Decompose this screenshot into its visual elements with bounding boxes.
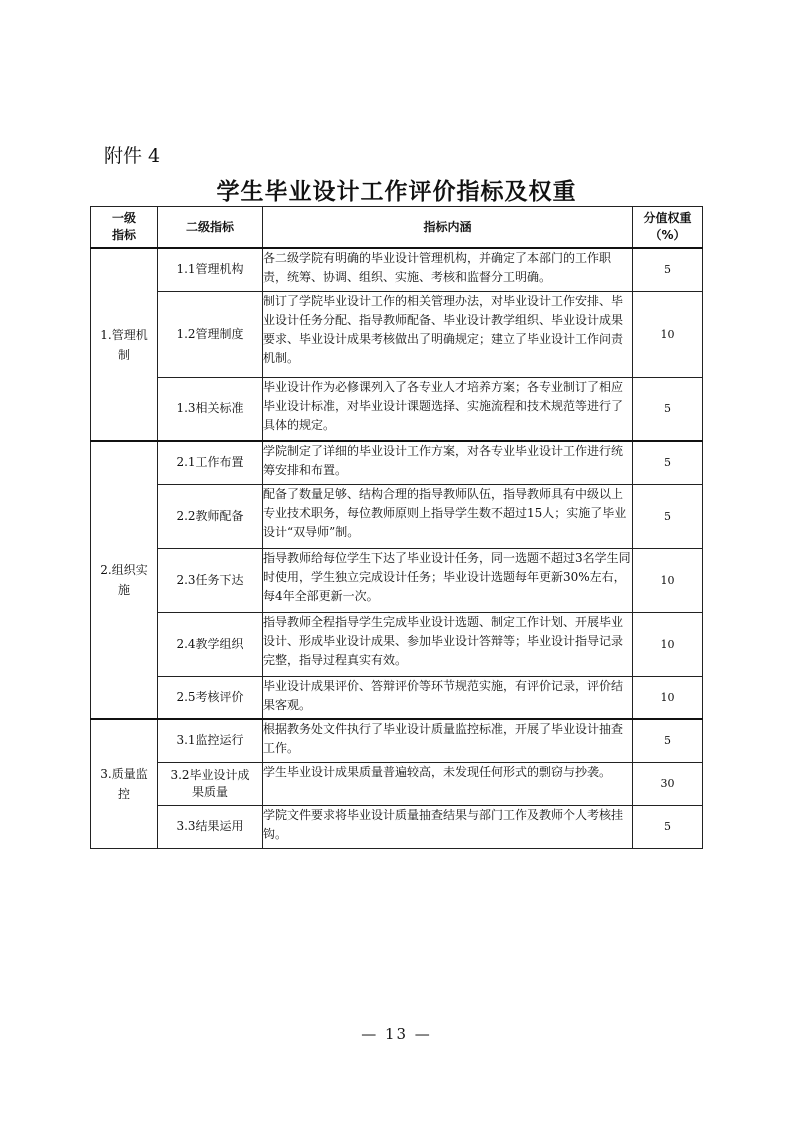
weight-cell: 10 — [633, 612, 703, 676]
table-row — [91, 441, 703, 484]
document-title: 学生毕业设计工作评价指标及权重 — [216, 178, 577, 205]
indicator-content-cell: 学生毕业设计成果质量普遍较高，未发现任何形式的剽窃与抄袭。 — [263, 762, 633, 805]
level2-indicator-cell: 1.2管理制度 — [158, 291, 263, 377]
table-row — [91, 377, 703, 441]
level2-indicator-cell: 3.1监控运行 — [158, 719, 263, 762]
table-row — [91, 719, 703, 762]
header-level1: 一级 指标 — [91, 207, 158, 249]
weight-cell: 5 — [633, 805, 703, 848]
weight-cell: 30 — [633, 762, 703, 805]
table-row — [91, 291, 703, 377]
table-row — [91, 762, 703, 805]
table-row — [91, 676, 703, 719]
level2-indicator-cell: 3.2毕业设计成 果质量 — [158, 762, 263, 805]
indicator-content-cell: 毕业设计成果评价、答辩评价等环节规范实施，有评价记录，评价结果客观。 — [263, 676, 633, 719]
indicator-content-cell: 学院制定了详细的毕业设计工作方案，对各专业毕业设计工作进行统筹安排和布置。 — [263, 441, 633, 484]
table-header-row — [91, 207, 703, 249]
level2-indicator-cell: 1.3相关标准 — [158, 377, 263, 441]
level2-indicator-cell: 2.5考核评价 — [158, 676, 263, 719]
indicator-content-cell: 各二级学院有明确的毕业设计管理机构，并确定了本部门的工作职责，统筹、协调、组织、实施、考核和监督分工明确。 — [263, 248, 633, 291]
indicator-content-cell: 制订了学院毕业设计工作的相关管理办法，对毕业设计工作安排、毕业设计任务分配、指导教师配备、毕业设计教学组织、毕业设计成果要求、毕业设计成果考核做出了明确规定；建立了毕业设计工作问责机制。 — [263, 291, 633, 377]
table-row — [91, 484, 703, 548]
level2-indicator-cell: 1.1管理机构 — [158, 248, 263, 291]
indicator-content-cell: 毕业设计作为必修课列入了各专业人才培养方案；各专业制订了相应毕业设计标准，对毕业设计课题选择、实施流程和技术规范等进行了具体的规定。 — [263, 377, 633, 441]
header-level2: 二级指标 — [158, 207, 263, 249]
indicator-content-cell: 学院文件要求将毕业设计质量抽查结果与部门工作及教师个人考核挂钩。 — [263, 805, 633, 848]
weight-cell: 10 — [633, 548, 703, 612]
table-row — [91, 805, 703, 848]
level2-indicator-cell: 2.4教学组织 — [158, 612, 263, 676]
table-row — [91, 548, 703, 612]
indicator-content-cell: 指导教师给每位学生下达了毕业设计任务，同一选题不超过3名学生同时使用，学生独立完成设计任务；毕业设计选题每年更新30%左右，每4年全部更新一次。 — [263, 548, 633, 612]
weight-cell: 5 — [633, 719, 703, 762]
header-weight: 分值权重 （%） — [633, 207, 703, 249]
level1-indicator-cell: 3.质量监 控 — [91, 719, 158, 848]
weight-cell: 5 — [633, 441, 703, 484]
level1-indicator-cell: 2.组织实 施 — [91, 441, 158, 719]
weight-cell: 10 — [633, 291, 703, 377]
level1-indicator-cell: 1.管理机 制 — [91, 248, 158, 441]
weight-cell: 5 — [633, 484, 703, 548]
page-number: — 13 — — [361, 1025, 432, 1043]
header-content: 指标内涵 — [263, 207, 633, 249]
weight-cell: 10 — [633, 676, 703, 719]
weight-cell: 5 — [633, 377, 703, 441]
evaluation-table — [90, 206, 703, 849]
indicator-content-cell: 指导教师全程指导学生完成毕业设计选题、制定工作计划、开展毕业设计、形成毕业设计成果、参加毕业设计答辩等；毕业设计指导记录完整，指导过程真实有效。 — [263, 612, 633, 676]
table-body — [91, 248, 703, 848]
table-row — [91, 612, 703, 676]
level2-indicator-cell: 3.3结果运用 — [158, 805, 263, 848]
level2-indicator-cell: 2.2教师配备 — [158, 484, 263, 548]
table-row — [91, 248, 703, 291]
level2-indicator-cell: 2.3任务下达 — [158, 548, 263, 612]
level2-indicator-cell: 2.1工作布置 — [158, 441, 263, 484]
attachment-label: 附件 4 — [104, 145, 161, 167]
weight-cell: 5 — [633, 248, 703, 291]
indicator-content-cell: 配备了数量足够、结构合理的指导教师队伍，指导教师具有中级以上专业技术职务，每位教师原则上指导学生数不超过15人；实施了毕业设计“双导师”制。 — [263, 484, 633, 548]
indicator-content-cell: 根据教务处文件执行了毕业设计质量监控标准，开展了毕业设计抽查工作。 — [263, 719, 633, 762]
